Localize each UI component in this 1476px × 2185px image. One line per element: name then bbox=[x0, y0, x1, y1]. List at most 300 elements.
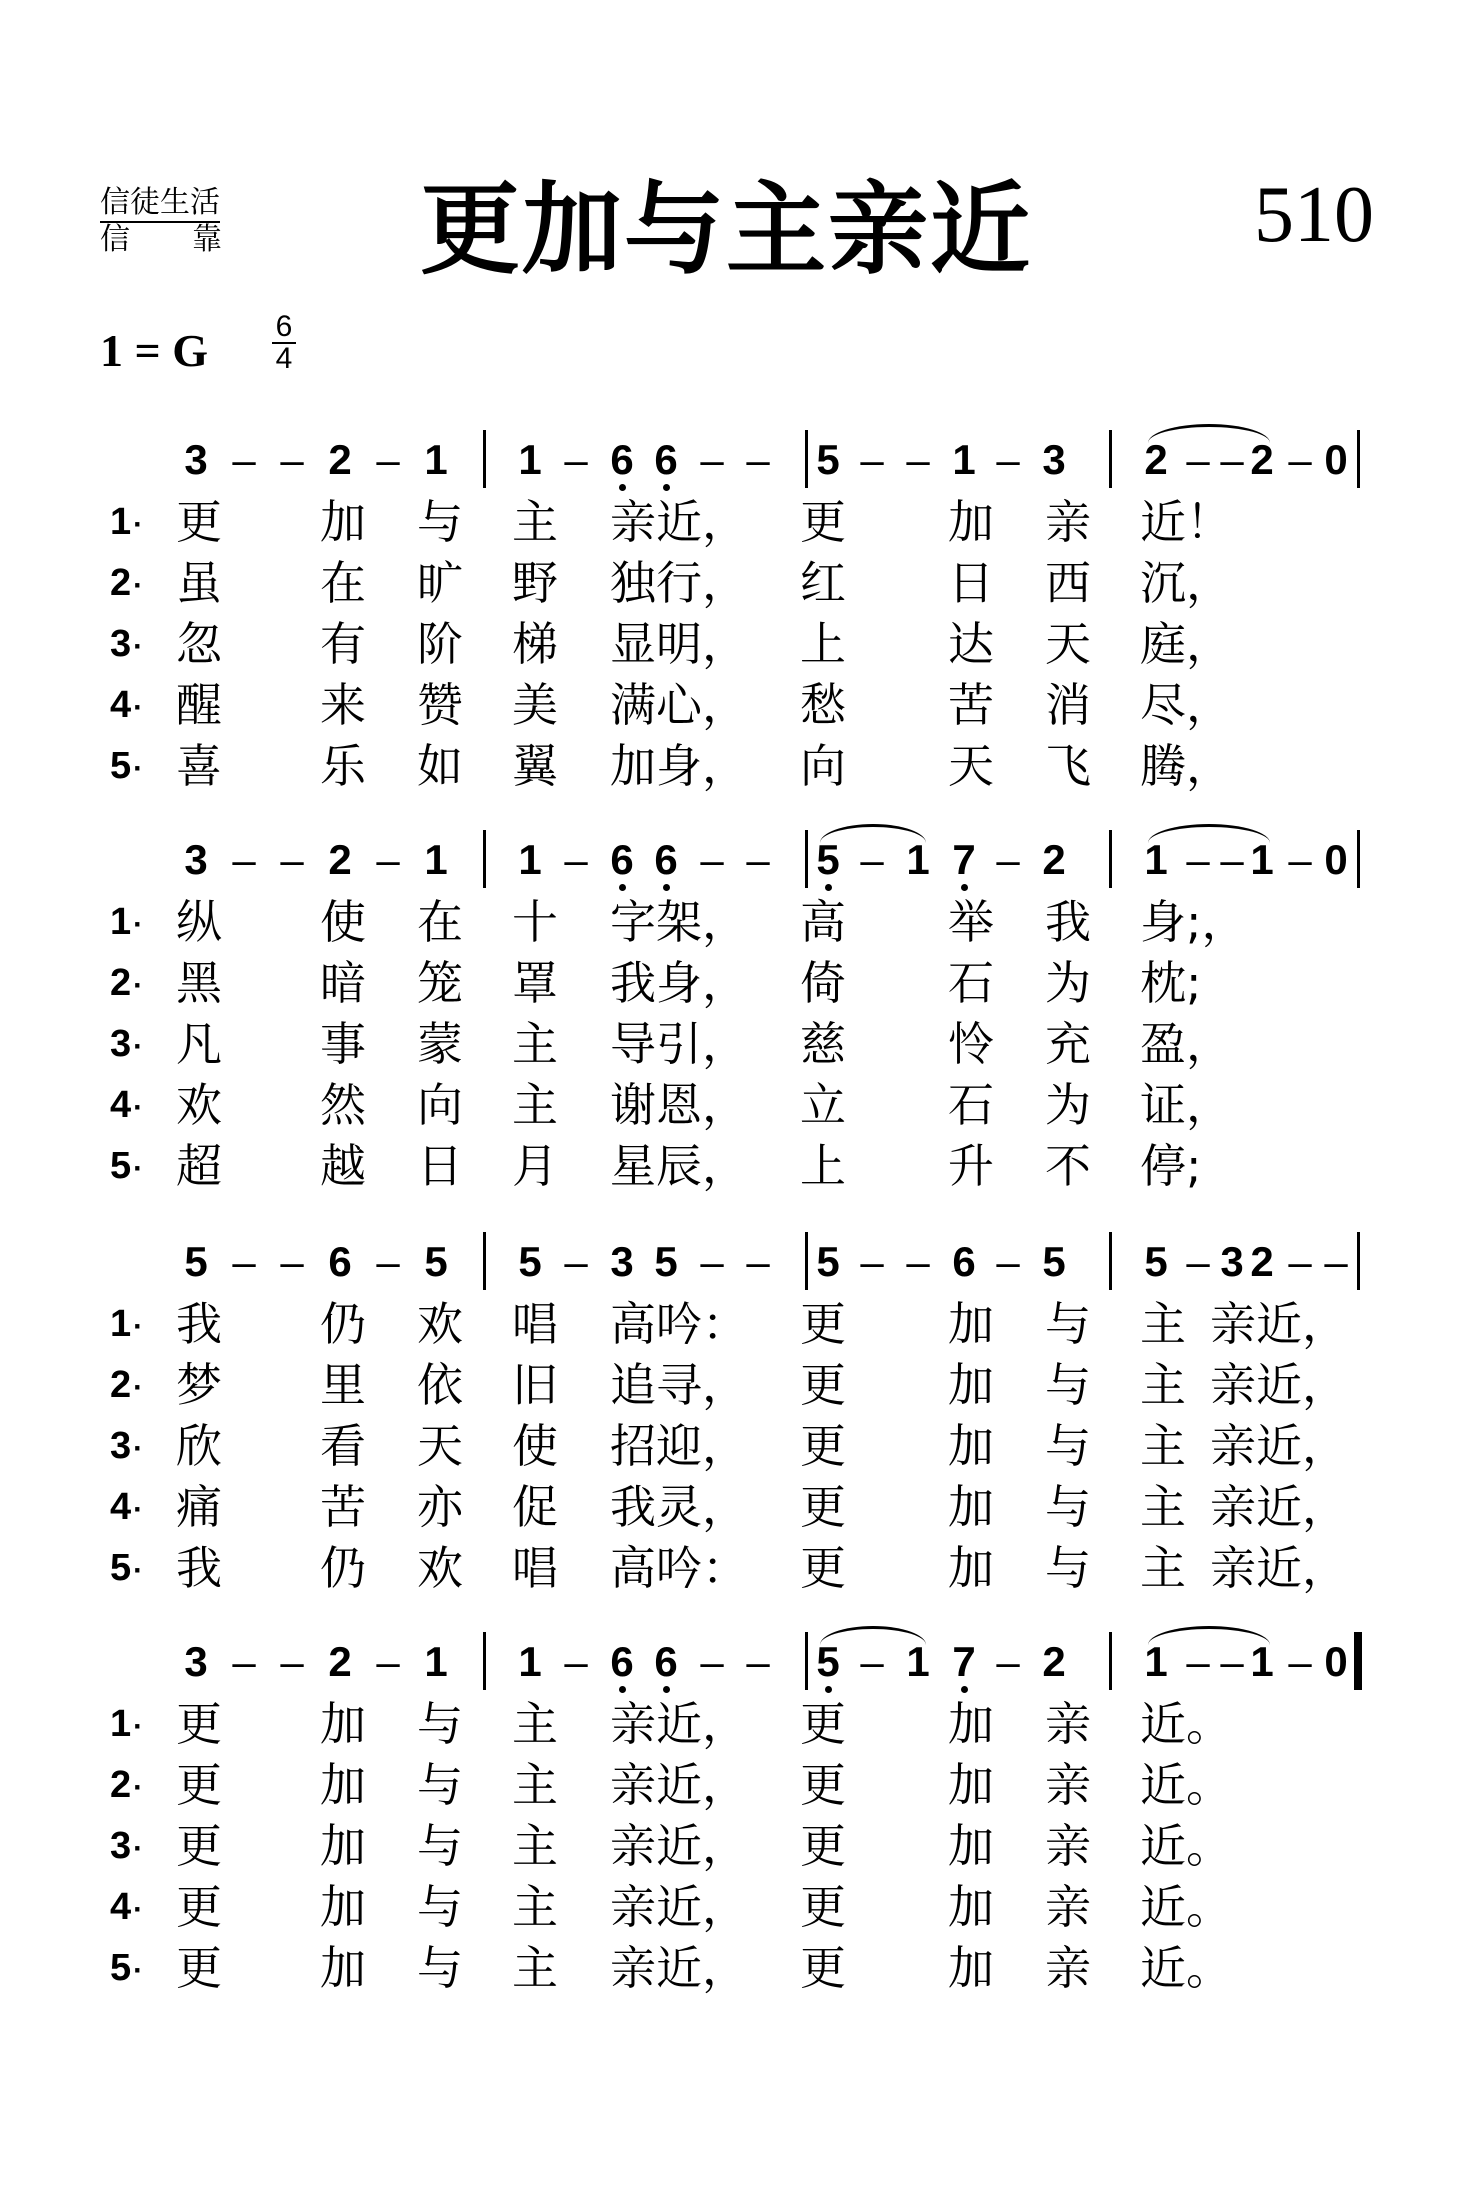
note-text: 6 bbox=[328, 1238, 352, 1285]
verse-number: 5· bbox=[110, 1145, 144, 1187]
lyric-syllable: 亲 bbox=[1045, 1697, 1091, 1751]
lyric-line bbox=[0, 492, 1476, 552]
note-text: – bbox=[376, 436, 400, 483]
lyric-syllable: 近。 bbox=[1140, 1758, 1232, 1812]
lyric-syllable: 与 bbox=[417, 1758, 463, 1812]
lyric-line bbox=[0, 675, 1476, 735]
note bbox=[320, 838, 360, 882]
note-text: – bbox=[1220, 436, 1244, 483]
verse-number-text: 2 bbox=[110, 962, 132, 1004]
note bbox=[944, 1640, 984, 1684]
lyric-line bbox=[0, 1938, 1476, 1998]
lyric-syllable: 更 bbox=[800, 1297, 846, 1351]
note bbox=[320, 438, 360, 482]
note-text: – bbox=[906, 436, 930, 483]
lyric-syllable: 加 bbox=[948, 1297, 994, 1351]
note bbox=[898, 838, 938, 882]
lyric-syllable: 盈， bbox=[1140, 1017, 1232, 1071]
lyric-syllable: 依 bbox=[417, 1358, 463, 1412]
note-text: – bbox=[280, 836, 304, 883]
lyric-syllable: 主 bbox=[1140, 1358, 1186, 1412]
note-text: 3 bbox=[610, 1238, 634, 1285]
verse-number: 3· bbox=[110, 1023, 144, 1065]
note-dash bbox=[898, 1240, 938, 1284]
lyric-syllable: 更 bbox=[800, 1819, 846, 1873]
note-text: 3 bbox=[1220, 1238, 1244, 1285]
lyric-syllable: 停; bbox=[1140, 1139, 1202, 1193]
lyric-syllable: 加 bbox=[948, 1541, 994, 1595]
note bbox=[646, 1240, 686, 1284]
lyric-syllable: 不 bbox=[1045, 1139, 1091, 1193]
lyric-syllable: 越 bbox=[320, 1139, 366, 1193]
lyric-syllable: 我 bbox=[176, 1297, 222, 1351]
note-dash bbox=[368, 1640, 408, 1684]
lyric-syllable: 立 bbox=[800, 1078, 846, 1132]
note-dash bbox=[1280, 1240, 1320, 1284]
note bbox=[176, 838, 216, 882]
note-dash bbox=[1280, 438, 1320, 482]
lower-octave-dot bbox=[663, 884, 670, 891]
verse-number-text: 1 bbox=[110, 1703, 132, 1745]
note-dash bbox=[852, 1240, 892, 1284]
lyric-syllable: 主 bbox=[512, 1941, 558, 1995]
lower-octave-dot bbox=[825, 1686, 832, 1693]
note-text: – bbox=[700, 436, 724, 483]
lyric-syllable: 与 bbox=[417, 495, 463, 549]
note-text: – bbox=[1186, 836, 1210, 883]
slur bbox=[820, 1626, 926, 1645]
note-text: – bbox=[860, 1238, 884, 1285]
lyric-syllable: 为 bbox=[1045, 1078, 1091, 1132]
note-text: 5 bbox=[1042, 1238, 1066, 1285]
lyric-line bbox=[0, 736, 1476, 796]
note bbox=[1242, 1640, 1282, 1684]
lyric-syllable: 加 bbox=[320, 1880, 366, 1934]
barline bbox=[1109, 1232, 1112, 1290]
note-text: – bbox=[564, 436, 588, 483]
note-text: 6 bbox=[610, 836, 634, 883]
lyric-syllable: 仍 bbox=[320, 1297, 366, 1351]
note-text: 3 bbox=[1042, 436, 1066, 483]
note bbox=[416, 1640, 456, 1684]
note-text: – bbox=[746, 836, 770, 883]
note-text: – bbox=[746, 436, 770, 483]
note bbox=[1034, 838, 1074, 882]
lyric-line bbox=[0, 953, 1476, 1013]
lyric-syllable: 里 bbox=[320, 1358, 366, 1412]
note-text: – bbox=[564, 1638, 588, 1685]
lyric-syllable: 向 bbox=[800, 739, 846, 793]
lyric-syllable: 上 bbox=[800, 617, 846, 671]
verse-number: 1· bbox=[110, 501, 144, 543]
notation-row bbox=[0, 830, 1476, 890]
lyric-syllable: 更 bbox=[800, 1697, 846, 1751]
time-signature bbox=[272, 312, 296, 374]
note-dash bbox=[738, 1240, 778, 1284]
note-dash bbox=[224, 1640, 264, 1684]
note bbox=[510, 1240, 550, 1284]
lyric-syllable: 加 bbox=[948, 1419, 994, 1473]
lyric-syllable: 消 bbox=[1045, 678, 1091, 732]
lyric-syllable: 凡 bbox=[176, 1017, 222, 1071]
note bbox=[944, 838, 984, 882]
lyric-syllable: 高 bbox=[800, 895, 846, 949]
lower-octave-dot bbox=[825, 884, 832, 891]
barline bbox=[483, 1232, 486, 1290]
lyric-syllable: 亲近， bbox=[1210, 1541, 1348, 1595]
note-dash bbox=[272, 838, 312, 882]
note-text: – bbox=[700, 1238, 724, 1285]
time-signature-bottom: 4 bbox=[275, 342, 293, 375]
lyric-syllable: 更 bbox=[176, 495, 222, 549]
lyric-syllable: 亦 bbox=[417, 1480, 463, 1534]
verse-number-text: 3 bbox=[110, 1825, 132, 1867]
verse-number: 5· bbox=[110, 1547, 144, 1589]
verse-number: 4· bbox=[110, 1486, 144, 1528]
note-text: – bbox=[1288, 836, 1312, 883]
lyric-syllable: 加 bbox=[948, 1358, 994, 1412]
lyric-syllable: 石 bbox=[948, 1078, 994, 1132]
note-text: 1 bbox=[1144, 836, 1168, 883]
note bbox=[944, 1240, 984, 1284]
barline bbox=[1109, 430, 1112, 488]
lyric-syllable: 日 bbox=[948, 556, 994, 610]
lyric-syllable: 使 bbox=[512, 1419, 558, 1473]
note-text: – bbox=[376, 1238, 400, 1285]
lyric-syllable: 加 bbox=[948, 1697, 994, 1751]
note-text: 2 bbox=[328, 836, 352, 883]
note-text: – bbox=[996, 436, 1020, 483]
lyric-syllable: 阶 bbox=[417, 617, 463, 671]
lyric-syllable: 主 bbox=[1140, 1297, 1186, 1351]
verse-number: 3· bbox=[110, 1425, 144, 1467]
note bbox=[898, 1640, 938, 1684]
lyric-syllable: 罩 bbox=[512, 956, 558, 1010]
lyric-syllable: 亲 bbox=[1045, 1758, 1091, 1812]
note-text: 3 bbox=[184, 436, 208, 483]
note-text: 5 bbox=[184, 1238, 208, 1285]
note-dash bbox=[738, 1640, 778, 1684]
lyric-syllable: 超 bbox=[176, 1139, 222, 1193]
note bbox=[602, 1640, 642, 1684]
lyric-syllable: 追寻， bbox=[610, 1358, 748, 1412]
lyric-syllable: 满心， bbox=[610, 678, 748, 732]
lyric-syllable: 更 bbox=[800, 1758, 846, 1812]
key-signature: 1 = G bbox=[100, 325, 208, 376]
verse-number: 4· bbox=[110, 1886, 144, 1928]
lyric-syllable: 加 bbox=[320, 1758, 366, 1812]
note bbox=[646, 438, 686, 482]
verse-number: 1· bbox=[110, 1303, 144, 1345]
lyric-syllable: 虽 bbox=[176, 556, 222, 610]
note bbox=[1242, 438, 1282, 482]
lyric-line bbox=[0, 1014, 1476, 1074]
lyric-syllable: 飞 bbox=[1045, 739, 1091, 793]
note-text: 0 bbox=[1324, 836, 1348, 883]
note-dash bbox=[988, 1240, 1028, 1284]
lyric-syllable: 主 bbox=[512, 1758, 558, 1812]
lyric-syllable: 更 bbox=[800, 1880, 846, 1934]
lyric-syllable: 与 bbox=[1045, 1358, 1091, 1412]
barline bbox=[1357, 1232, 1360, 1290]
lyric-syllable: 沉， bbox=[1140, 556, 1232, 610]
note-dash bbox=[1316, 1240, 1356, 1284]
lyric-syllable: 与 bbox=[417, 1880, 463, 1934]
note-text: 6 bbox=[654, 436, 678, 483]
lyric-syllable: 纵 bbox=[176, 895, 222, 949]
note bbox=[320, 1240, 360, 1284]
slur bbox=[1148, 824, 1270, 843]
note bbox=[176, 1240, 216, 1284]
lower-octave-dot bbox=[663, 1686, 670, 1693]
subcategory-label: 信靠 bbox=[100, 222, 284, 257]
verse-number-text: 5 bbox=[110, 1145, 132, 1187]
verse-number: 1· bbox=[110, 1703, 144, 1745]
verse-number: 4· bbox=[110, 1084, 144, 1126]
lyric-syllable: 更 bbox=[176, 1819, 222, 1873]
note-text: – bbox=[746, 1238, 770, 1285]
lyric-syllable: 更 bbox=[176, 1758, 222, 1812]
lyric-syllable: 来 bbox=[320, 678, 366, 732]
note-text: – bbox=[860, 436, 884, 483]
lyric-syllable: 翼 bbox=[512, 739, 558, 793]
verse-number-text: 5 bbox=[110, 1947, 132, 1989]
lyric-syllable: 在 bbox=[320, 556, 366, 610]
lyric-syllable: 加身， bbox=[610, 739, 748, 793]
verse-number: 3· bbox=[110, 623, 144, 665]
note bbox=[1242, 838, 1282, 882]
note-text: – bbox=[1186, 1238, 1210, 1285]
note-text: 5 bbox=[816, 1638, 840, 1685]
note-dash bbox=[852, 838, 892, 882]
note-text: 2 bbox=[328, 436, 352, 483]
note-dash bbox=[738, 438, 778, 482]
lyric-syllable: 招迎， bbox=[610, 1419, 748, 1473]
lyric-syllable: 主 bbox=[512, 495, 558, 549]
note-text: – bbox=[746, 1638, 770, 1685]
lyric-syllable: 石 bbox=[948, 956, 994, 1010]
note-text: 2 bbox=[1042, 1638, 1066, 1685]
verse-number-text: 1 bbox=[110, 1303, 132, 1345]
note bbox=[1316, 1640, 1356, 1684]
note-text: 5 bbox=[424, 1238, 448, 1285]
verse-number: 2· bbox=[110, 1764, 144, 1806]
note bbox=[416, 1240, 456, 1284]
verse-number-text: 4 bbox=[110, 1084, 132, 1126]
lyric-syllable: 日 bbox=[417, 1139, 463, 1193]
lyric-syllable: 笼 bbox=[417, 956, 463, 1010]
note bbox=[1034, 1640, 1074, 1684]
lyric-syllable: 苦 bbox=[948, 678, 994, 732]
note-dash bbox=[368, 1240, 408, 1284]
note bbox=[602, 838, 642, 882]
lyric-syllable: 加 bbox=[320, 1697, 366, 1751]
note-text: – bbox=[564, 1238, 588, 1285]
lyric-syllable: 亲 bbox=[1045, 495, 1091, 549]
note-text: 5 bbox=[518, 1238, 542, 1285]
note bbox=[808, 438, 848, 482]
lyric-syllable: 使 bbox=[320, 895, 366, 949]
note-dash bbox=[556, 438, 596, 482]
lyric-syllable: 唱 bbox=[512, 1297, 558, 1351]
lyric-syllable: 加 bbox=[948, 1480, 994, 1534]
lyric-syllable: 亲近， bbox=[610, 1941, 748, 1995]
note-text: 7 bbox=[952, 1638, 976, 1685]
lyric-syllable: 主 bbox=[1140, 1480, 1186, 1534]
lower-octave-dot bbox=[961, 1686, 968, 1693]
note-dash bbox=[224, 1240, 264, 1284]
note bbox=[646, 1640, 686, 1684]
verse-number-text: 4 bbox=[110, 1486, 132, 1528]
note-dash bbox=[1280, 1640, 1320, 1684]
slur bbox=[820, 824, 926, 843]
note-text: – bbox=[1186, 436, 1210, 483]
note-text: 1 bbox=[1250, 836, 1274, 883]
lyric-syllable: 亲近， bbox=[610, 1819, 748, 1873]
lyric-line bbox=[0, 1755, 1476, 1815]
hymn-category bbox=[100, 186, 284, 257]
verse-number-text: 5 bbox=[110, 1547, 132, 1589]
lyric-syllable: 天 bbox=[417, 1419, 463, 1473]
note bbox=[1136, 1240, 1176, 1284]
lyric-syllable: 梦 bbox=[176, 1358, 222, 1412]
lyric-syllable: 月 bbox=[512, 1139, 558, 1193]
notation-row bbox=[0, 1232, 1476, 1292]
lyric-line bbox=[0, 1877, 1476, 1937]
note bbox=[646, 838, 686, 882]
lyric-syllable: 与 bbox=[1045, 1480, 1091, 1534]
lyric-syllable: 旧 bbox=[512, 1358, 558, 1412]
note-text: 0 bbox=[1324, 436, 1348, 483]
verse-number-text: 3 bbox=[110, 1425, 132, 1467]
lyric-syllable: 加 bbox=[948, 1880, 994, 1934]
slur bbox=[1148, 424, 1270, 443]
lyric-syllable: 主 bbox=[1140, 1541, 1186, 1595]
note-text: – bbox=[700, 836, 724, 883]
lyric-syllable: 更 bbox=[800, 1541, 846, 1595]
lyric-syllable: 更 bbox=[176, 1941, 222, 1995]
note-text: 5 bbox=[1144, 1238, 1168, 1285]
lyric-line bbox=[0, 1294, 1476, 1354]
note-dash bbox=[692, 1240, 732, 1284]
note bbox=[510, 438, 550, 482]
verse-number-text: 5 bbox=[110, 745, 132, 787]
lyric-syllable: 旷 bbox=[417, 556, 463, 610]
note-text: 1 bbox=[906, 836, 930, 883]
barline bbox=[1109, 1632, 1112, 1690]
lyric-syllable: 主 bbox=[1140, 1419, 1186, 1473]
lyric-syllable: 忽 bbox=[176, 617, 222, 671]
note-text: – bbox=[996, 1238, 1020, 1285]
lyric-syllable: 亲近， bbox=[610, 1880, 748, 1934]
note-text: 6 bbox=[610, 436, 634, 483]
note-dash bbox=[368, 438, 408, 482]
lyric-syllable: 更 bbox=[800, 1941, 846, 1995]
note-text: – bbox=[376, 1638, 400, 1685]
lyric-syllable: 亲近， bbox=[1210, 1480, 1348, 1534]
lyric-syllable: 慈 bbox=[800, 1017, 846, 1071]
note bbox=[1136, 438, 1176, 482]
note-text: 6 bbox=[654, 836, 678, 883]
note-text: 1 bbox=[952, 436, 976, 483]
lyric-syllable: 美 bbox=[512, 678, 558, 732]
lyric-syllable: 苦 bbox=[320, 1480, 366, 1534]
note bbox=[510, 1640, 550, 1684]
note bbox=[176, 438, 216, 482]
note bbox=[808, 838, 848, 882]
note-text: – bbox=[700, 1638, 724, 1685]
lyric-syllable: 与 bbox=[417, 1941, 463, 1995]
lyric-line bbox=[0, 1075, 1476, 1135]
note-text: 7 bbox=[952, 836, 976, 883]
lyric-line bbox=[0, 1355, 1476, 1415]
verse-number-text: 3 bbox=[110, 623, 132, 665]
lower-octave-dot bbox=[663, 484, 670, 491]
note-dash bbox=[738, 838, 778, 882]
lyric-syllable: 腾， bbox=[1140, 739, 1232, 793]
lyric-syllable: 显明， bbox=[610, 617, 748, 671]
note bbox=[510, 838, 550, 882]
note bbox=[944, 438, 984, 482]
lyric-syllable: 蒙 bbox=[417, 1017, 463, 1071]
note-text: – bbox=[232, 436, 256, 483]
note bbox=[1316, 838, 1356, 882]
lyric-syllable: 枕; bbox=[1140, 956, 1202, 1010]
lyric-syllable: 庭， bbox=[1140, 617, 1232, 671]
lyric-syllable: 主 bbox=[512, 1880, 558, 1934]
lyric-syllable: 如 bbox=[417, 739, 463, 793]
note-dash bbox=[272, 438, 312, 482]
note-dash bbox=[988, 438, 1028, 482]
lyric-syllable: 欣 bbox=[176, 1419, 222, 1473]
note bbox=[1136, 1640, 1176, 1684]
note-text: – bbox=[1288, 1238, 1312, 1285]
note-text: – bbox=[564, 836, 588, 883]
note-dash bbox=[224, 838, 264, 882]
lyric-line bbox=[0, 553, 1476, 613]
note-text: 1 bbox=[1144, 1638, 1168, 1685]
note-text: 5 bbox=[816, 1238, 840, 1285]
lyric-syllable: 促 bbox=[512, 1480, 558, 1534]
note-text: 6 bbox=[610, 1638, 634, 1685]
note-text: 1 bbox=[424, 436, 448, 483]
lyric-syllable: 西 bbox=[1045, 556, 1091, 610]
lyric-syllable: 欢 bbox=[417, 1541, 463, 1595]
note-text: 2 bbox=[1144, 436, 1168, 483]
lyric-syllable: 主 bbox=[512, 1697, 558, 1751]
note-text: 2 bbox=[1250, 1238, 1274, 1285]
lyric-syllable: 梯 bbox=[512, 617, 558, 671]
lyric-syllable: 亲近， bbox=[610, 1758, 748, 1812]
lyric-syllable: 仍 bbox=[320, 1541, 366, 1595]
lyric-syllable: 高吟： bbox=[610, 1297, 748, 1351]
lyric-syllable: 加 bbox=[948, 1758, 994, 1812]
note-dash bbox=[272, 1240, 312, 1284]
lyric-syllable: 红 bbox=[800, 556, 846, 610]
lyric-syllable: 独行， bbox=[610, 556, 748, 610]
lyric-syllable: 谢恩， bbox=[610, 1078, 748, 1132]
note-dash bbox=[692, 1640, 732, 1684]
lyric-syllable: 与 bbox=[1045, 1419, 1091, 1473]
note-text: 1 bbox=[906, 1638, 930, 1685]
barline bbox=[483, 1632, 486, 1690]
barline bbox=[483, 830, 486, 888]
note-text: 5 bbox=[816, 436, 840, 483]
note-text: – bbox=[1324, 1238, 1348, 1285]
lyric-syllable: 近。 bbox=[1140, 1819, 1232, 1873]
note-text: 1 bbox=[518, 836, 542, 883]
lyric-syllable: 亲 bbox=[1045, 1880, 1091, 1934]
